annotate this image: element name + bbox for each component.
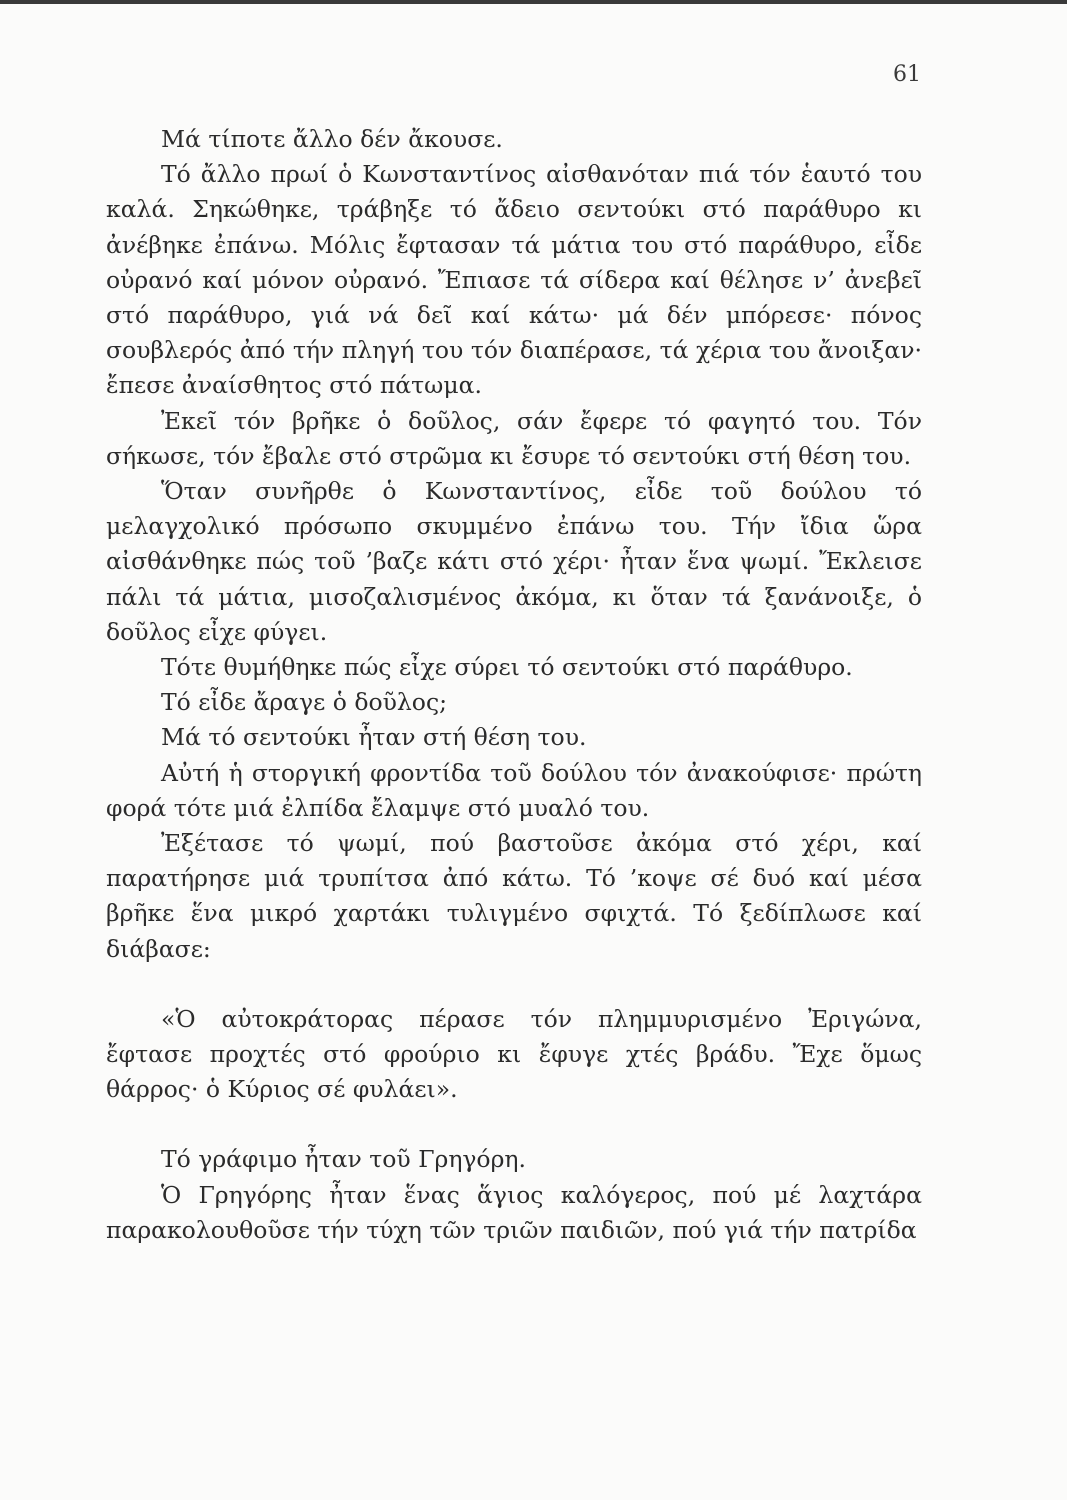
paragraph: Ἐξέτασε τό ψωμί, πού βαστοῦσε ἀκόμα στό χέρι, καί παρατήρησε μιά τρυπίτσα ἀπό κάτω. Τό ’κοψε σέ δυό καί μέσα βρῆκε ἕνα μικρό χαρτάκι τυλιγμένο σφιχτά. Τό ξεδίπλωσε καί διάβασε:	[106, 829, 922, 963]
top-border	[0, 0, 1067, 4]
paragraph: Μά τίποτε ἄλλο δέν ἄκουσε.	[161, 125, 503, 153]
paragraph: Ἐκεῖ τόν βρῆκε ὁ δοῦλος, σάν ἔφερε τό φαγητό του. Τόν σήκωσε, τόν ἔβαλε στό στρῶμα κι ἔσυρε τό σεντούκι στή θέση του.	[106, 406, 922, 470]
paragraph: Τό εἶδε ἄραγε ὁ δοῦλος;	[161, 688, 448, 717]
body-text	[106, 122, 922, 1248]
paragraph: Τό ἄλλο πρωί ὁ Κωνσταντίνος αἰσθανόταν πιά τόν ἑαυτό του καλά. Σηκώθηκε, τράβηξε τό ἄδειο σεντούκι στό παράθυρο κι ἀνέβηκε ἐπάνω. Μόλις ἔφτασαν τά μάτια του στό παράθυρο, εἶδε οὐρανό καί μόνον οὐρανό. Ἔπιασε τά σίδερα καί θέλησε ν’ ἀνεβεῖ στό παράθυρο, γιά νά δεῖ καί κάτω· μά δέν μπόρεσε· πόνος σουβλερός ἀπό τήν πληγή του τόν διαπέρασε, τά χέρια του ἄνοιξαν· ἔπεσε ἀναίσθητος στό πάτωμα.	[106, 160, 922, 400]
page-number: 61	[893, 62, 921, 87]
paragraph: Τό γράφιμο ἦταν τοῦ Γρηγόρη.	[161, 1145, 526, 1174]
paragraph: Ὅταν συνῆρθε ὁ Κωνσταντίνος, εἶδε τοῦ δούλου τό μελαγχολικό πρόσωπο σκυμμένο ἐπάνω του. Τήν ἴδια ὥρα αἰσθάνθηκε πώς τοῦ ’βαζε κάτι στό χέρι· ἦταν ἕνα ψωμί. Ἔκλεισε πάλι τά μάτια, μισοζαλισμένος ἀκόμα, κι ὅταν τά ξανάνοιξε, ὁ δοῦλος εἶχε φύγει.	[106, 477, 922, 646]
paragraph: Ὁ Γρηγόρης ἦταν ἕνας ἅγιος καλόγερος, πού μέ λαχτάρα παρακολουθοῦσε τήν τύχη τῶν τριῶν παιδιῶν, πού γιά τήν πατρίδα	[106, 1180, 922, 1244]
paragraph: Τότε θυμήθηκε πώς εἶχε σύρει τό σεντούκι στό παράθυρο.	[161, 653, 853, 682]
paragraph: Μά τό σεντούκι ἦταν στή θέση του.	[161, 723, 587, 752]
quoted-note: «Ὁ αὐτοκράτορας πέρασε τόν πλημμυρισμένο Ἐριγώνα, ἔφτασε προχτές στό φρούριο κι ἔφυγε χτές βράδυ. Ἔχε ὅμως θάρρος· ὁ Κύριος σέ φυλάει».	[106, 1004, 922, 1104]
paragraph: Αὐτή ἡ στοργική φροντίδα τοῦ δούλου τόν ἀνακούφισε· πρώτη φορά τότε μιά ἐλπίδα ἔλαμψε στό μυαλό του.	[106, 758, 922, 822]
